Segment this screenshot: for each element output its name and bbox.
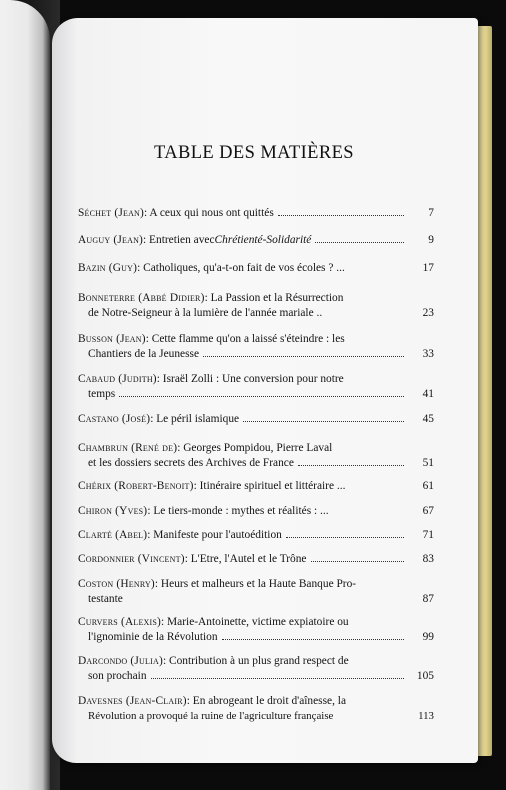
toc-page-number: 9 bbox=[428, 234, 434, 246]
toc-entry bbox=[78, 615, 434, 645]
toc-title: : A ceux qui nous ont quittés bbox=[144, 207, 274, 219]
toc-page-number: 23 bbox=[422, 307, 434, 319]
toc-entry bbox=[78, 654, 434, 684]
toc-page-number: 61 bbox=[422, 480, 434, 492]
toc-title: : Le péril islamique bbox=[150, 413, 240, 425]
toc-entry bbox=[78, 332, 434, 362]
toc-title-continued: et les dossiers secrets des Archives de France bbox=[88, 457, 294, 469]
toc-page-number: 105 bbox=[416, 670, 434, 682]
toc-entry bbox=[78, 577, 434, 607]
toc-title-continued: son prochain bbox=[88, 670, 147, 682]
toc-title: : Entretien avec bbox=[143, 234, 215, 246]
toc-title: : La Passion et la Résurrection bbox=[204, 292, 344, 304]
page-stack-edge bbox=[476, 26, 492, 756]
toc-page-number: 87 bbox=[422, 593, 434, 605]
dot-leader bbox=[222, 639, 404, 640]
toc-author: Chérix (Robert-Benoit) bbox=[78, 480, 194, 492]
left-page-edge bbox=[0, 0, 50, 790]
toc-page-number: 71 bbox=[422, 529, 434, 541]
toc-author: Bazin (Guy) bbox=[78, 262, 138, 274]
toc-author: Bonneterre (Abbé Didier) bbox=[78, 292, 205, 304]
toc-title: : Catholiques, qu'a-t-on fait de vos écoles ? ... bbox=[137, 262, 345, 274]
toc-page-number: 113 bbox=[418, 710, 434, 722]
toc-title: : Contribution à un plus grand respect de bbox=[162, 655, 349, 667]
toc-title: : Manifeste pour l'autoédition bbox=[147, 529, 282, 541]
toc-title: : Cette flamme qu'on a laissé s'éteindre : les bbox=[145, 333, 345, 345]
toc-title: : Heurs et malheurs et la Haute Banque Pro- bbox=[154, 578, 357, 590]
toc-author: Darcondo (Julia) bbox=[78, 655, 163, 667]
toc-page-number: 33 bbox=[422, 348, 434, 360]
toc-page-number: 67 bbox=[422, 505, 434, 517]
toc-author: Curvers (Alexis) bbox=[78, 616, 162, 628]
toc-title-continued: Chantiers de la Jeunesse bbox=[88, 348, 200, 360]
dot-leader bbox=[203, 356, 404, 357]
toc-entry bbox=[78, 504, 434, 519]
dot-leader bbox=[243, 421, 404, 422]
toc-entry bbox=[78, 441, 434, 471]
toc-page-number: 45 bbox=[422, 413, 434, 425]
toc-entry bbox=[78, 206, 434, 221]
toc-title-continued: temps bbox=[88, 388, 116, 400]
toc-author: Clarté (Abel) bbox=[78, 529, 148, 541]
toc-title: : Israël Zolli : Une conversion pour notre bbox=[156, 373, 344, 385]
toc-title: : En abrogeant le droit d'aînesse, la bbox=[186, 695, 347, 707]
toc-page-number: 99 bbox=[422, 631, 434, 643]
toc-entry bbox=[78, 261, 434, 276]
toc-entry bbox=[78, 412, 434, 427]
toc-title: : Georges Pompidou, Pierre Laval bbox=[177, 442, 333, 454]
toc-author: Castano (José) bbox=[78, 413, 151, 425]
dot-leader bbox=[311, 561, 405, 562]
toc-entry bbox=[78, 552, 434, 567]
toc-page-number: 41 bbox=[422, 388, 434, 400]
toc-title-continued: l'ignominie de la Révolution bbox=[88, 631, 218, 643]
toc-title-continued: testante bbox=[88, 593, 123, 605]
toc-title: : Le tiers-monde : mythes et réalités : ... bbox=[147, 505, 329, 517]
toc-author: Auguy (Jean) bbox=[78, 234, 144, 246]
dot-leader bbox=[315, 242, 404, 243]
toc-title: : L'Etre, l'Autel et le Trône bbox=[184, 553, 307, 565]
toc-page-number: 7 bbox=[428, 207, 434, 219]
dot-leader bbox=[278, 215, 404, 216]
toc-entry bbox=[78, 291, 434, 321]
toc-author: Chambrun (René de) bbox=[78, 442, 178, 454]
toc-title-continued: Révolution a provoqué la ruine de l'agriculture française bbox=[88, 710, 334, 722]
toc-author: Séchet (Jean) bbox=[78, 207, 145, 219]
toc-title-continued: de Notre-Seigneur à la lumière de l'année mariale .. bbox=[88, 307, 323, 319]
toc-author: Davesnes (Jean-Clair) bbox=[78, 695, 187, 707]
toc-entry bbox=[78, 528, 434, 543]
book-page bbox=[52, 18, 478, 763]
toc-entry bbox=[78, 694, 434, 724]
toc-page-number: 17 bbox=[422, 262, 434, 274]
toc-author: Busson (Jean) bbox=[78, 333, 146, 345]
toc-page-number: 83 bbox=[422, 553, 434, 565]
toc-entry bbox=[78, 233, 434, 248]
dot-leader bbox=[151, 678, 404, 679]
toc-title: : Marie-Antoinette, victime expiatoire ou bbox=[161, 616, 349, 628]
toc-author: Coston (Henry) bbox=[78, 578, 155, 590]
toc-author: Cordonnier (Vincent) bbox=[78, 553, 185, 565]
dot-leader bbox=[286, 537, 404, 538]
dot-leader bbox=[298, 465, 404, 466]
toc-author: Chiron (Yves) bbox=[78, 505, 148, 517]
toc-entry bbox=[78, 479, 434, 494]
toc-title-italic: Chrétienté-Solidarité bbox=[214, 234, 312, 246]
dot-leader bbox=[119, 396, 404, 397]
page-title: TABLE DES MATIÈRES bbox=[154, 143, 354, 163]
toc-page-number: 51 bbox=[422, 457, 434, 469]
toc-author: Cabaud (Judith) bbox=[78, 373, 157, 385]
toc-title: : Itinéraire spirituel et littéraire ... bbox=[193, 480, 346, 492]
toc-entry bbox=[78, 372, 434, 402]
